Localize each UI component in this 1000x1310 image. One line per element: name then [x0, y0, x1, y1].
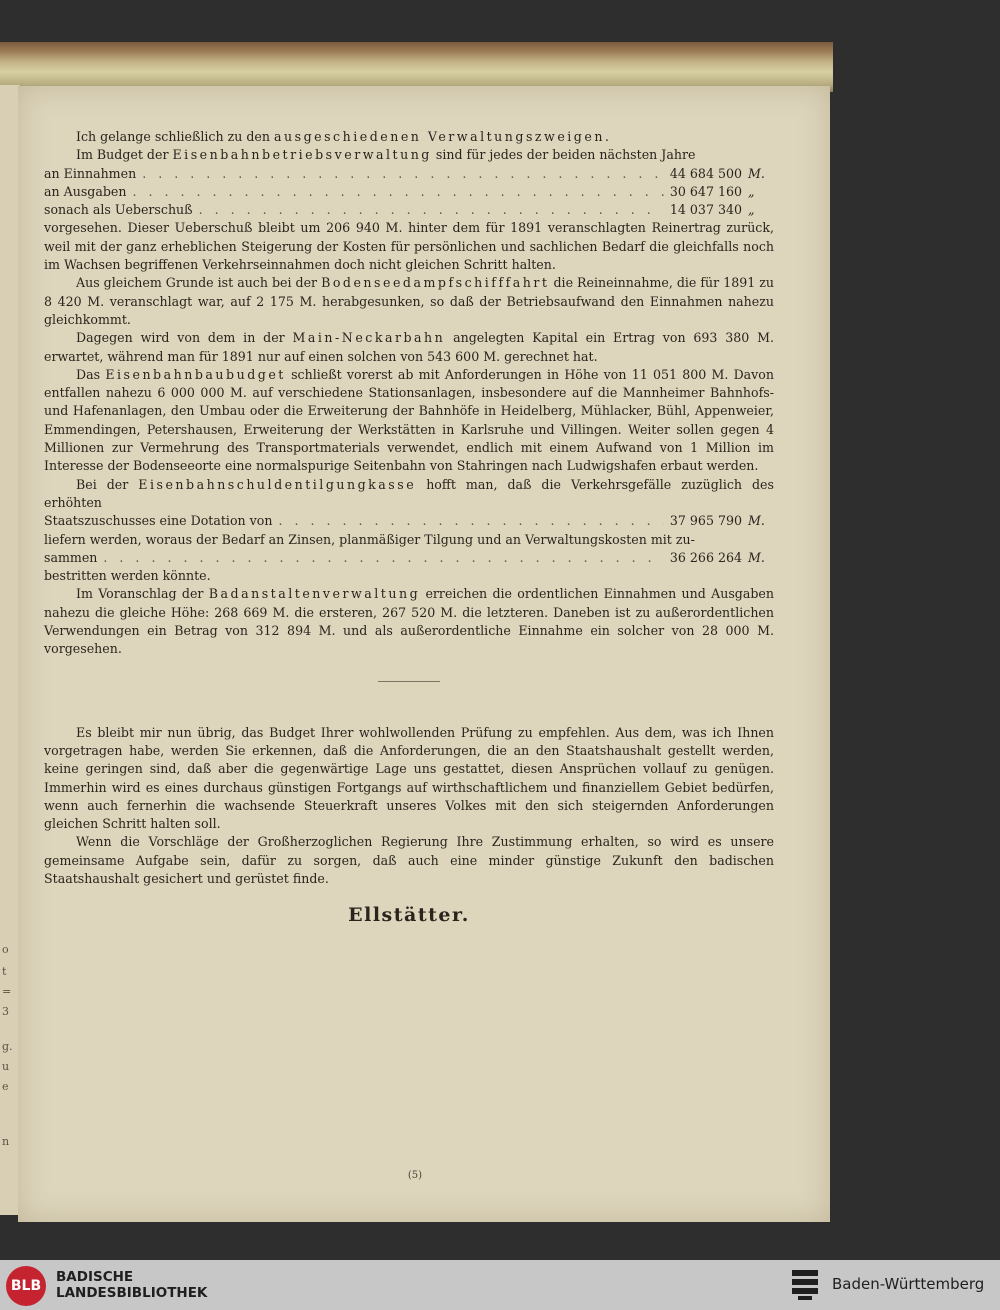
facing-page-fragment: 3: [2, 1005, 9, 1018]
main-neckar-paragraph: Dagegen wird von dem in der Main-Neckarbahn angelegten Kapital ein Ertrag von 693 380 M. erwartet, während man für 1891 nur auf einen solchen von 543 600 M. gerechnet hat.: [44, 330, 774, 364]
leader-dots: [133, 183, 664, 201]
schuldentilgung-continuation: liefern werden, woraus der Bedarf an Zinsen, planmäßiger Tilgung und an Verwaltungskosten mit zu-: [44, 531, 695, 547]
document-body: [44, 128, 774, 925]
closing-paragraph-2: Wenn die Vorschläge der Großherzoglichen Regierung Ihre Zustimmung erhalten, so wird es unsere gemeinsame Aufgabe sein, dafür zu sorgen, daß auch eine minder günstige Zukunft den badischen Staatshaushalt gesichert und gerüstet finde.: [44, 834, 774, 886]
facing-page-fragment: =: [2, 985, 12, 998]
ueberschuss-paragraph: vorgesehen. Dieser Ueberschuß bleibt um 206 940 M. hinter dem für 1891 veranschlagten Reinertrag zurück, weil mit der ganz erheblichen Steigerung der Kosten für persönlichen und sachlichen Bedarf die gleichfalls noch im Wachsen begriffenen Verkehrseinnahmen doch nicht gleichen Schritt halten.: [44, 220, 774, 273]
section-divider: [378, 681, 440, 682]
page-number: (5): [407, 1170, 423, 1181]
facing-page-fragment: n: [2, 1135, 10, 1148]
ledger-row-dotation: Staatszuschusses eine Dotation von . . . 37 965 790 M.: [44, 512, 774, 530]
ledger-row-ausgaben: an Ausgaben . . . 30 647 160 „: [44, 183, 774, 201]
leader-dots: [142, 165, 664, 183]
bodensee-paragraph: Aus gleichem Grunde ist auch bei der Bodenseedampfschifffahrt die Reineinnahme, die für 1891 zu 8 420 M. veranschlagt war, auf 2 175 M. herabgesunken, so daß der Betriebsaufwand den Einnahmen nahezu gleichkommt.: [44, 275, 774, 327]
blb-logo-icon[interactable]: BLB: [6, 1266, 46, 1306]
facing-page-fragment: t: [2, 965, 7, 978]
leader-dots: [103, 549, 663, 567]
footer-bar: [0, 1260, 1000, 1310]
facing-page-fragment: o: [2, 943, 9, 956]
schuldentilgung-end: bestritten werden könnte.: [44, 568, 211, 584]
closing-paragraph-1: Es bleibt mir nun übrig, das Budget Ihrer wohlwollenden Prüfung zu empfehlen. Aus dem, was ich Ihnen vorgetragen habe, werden Sie erkennen, daß die Anforderungen, die an den Staatshaushalt gestellt werden, keine geringen sind, daß aber die gegenwärtige Lage uns gestattet, diesen Ansprüchen vollauf zu genügen. Immerhin wird es eines durchaus günstigen Fortgangs auf wirthschaftlichem und finanziellem Gebiet bedürfen, wenn auch fernerhin die wachsende Steuerkraft unseres Volkes mit den sich steigernden Anforderungen gleichen Schritt halten soll.: [44, 724, 774, 832]
facing-page-fragment: u: [2, 1060, 10, 1073]
intro-paragraph: Ich gelange schließlich zu den ausgeschiedenen Verwaltungszweigen.: [76, 129, 612, 144]
book-binding-edge: [0, 42, 833, 92]
facing-page-fragment: e: [2, 1080, 9, 1093]
baden-wuerttemberg-lions-icon[interactable]: [790, 1268, 820, 1302]
ledger-row-ueberschuss: sonach als Ueberschuß . . . 14 037 340 „: [44, 201, 774, 219]
badanstalten-paragraph: Im Voranschlag der Badanstaltenverwaltung erreichen die ordentlichen Einnahmen und Ausgaben nahezu die gleiche Höhe: 268 669 M. die ersteren, 267 520 M. die letzteren. Daneben ist zu außerordentlichen Verwendungen ein Betrag von 312 894 M. und als außerordentliche Einnahme ein solcher von 28 000 M. vorgesehen.: [44, 586, 774, 657]
state-name[interactable]: Baden-Württemberg: [832, 1275, 985, 1293]
schuldentilgung-paragraph: Bei der Eisenbahnschuldentilgungkasse hofft man, daß die Verkehrsgefälle zuzüglich des erhöhten: [44, 476, 774, 510]
ledger-row-zusammen: sammen . . . 36 266 264 M.: [44, 549, 774, 567]
ledger-row-einnahmen: an Einnahmen . . . 44 684 500 M.: [44, 165, 774, 183]
library-name[interactable]: BADISCHE LANDESBIBLIOTHEK: [56, 1269, 208, 1301]
facing-page-fragment: g.: [2, 1040, 13, 1053]
eisenbahnbaubudget-paragraph: Das Eisenbahnbaubudget schließt vorerst ab mit Anforderungen in Höhe von 11 051 800 M. Davon entfallen nahezu 6 000 000 M. auf verschiedene Stationsanlagen, insbesondere auf die Mannheimer Bahnhofs- und Hafenanlagen, den Umbau oder die Erweiterung der Bahnhöfe in Heidelberg, Mühlacker, Bühl, Appenweier, Emmendingen, Petershausen, Erweiterung der Werkstätten in Karlsruhe und Villingen. Weiter sollen gegen 4 Millionen zur Vermehrung des Transportmaterials verwendet, endlich mit einem Aufwand von 1 Million im Interesse der Bodenseeorte eine normalspurige Seitenbahn von Stahringen nach Ludwigshafen erbaut werden.: [44, 366, 774, 474]
budget-paragraph-eisenbahnbetrieb: Im Budget der Eisenbahnbetriebsverwaltung sind für jedes der beiden nächsten Jahre: [76, 147, 696, 163]
signature: Ellstätter.: [348, 904, 470, 927]
leader-dots: [278, 512, 663, 530]
leader-dots: [199, 201, 664, 219]
